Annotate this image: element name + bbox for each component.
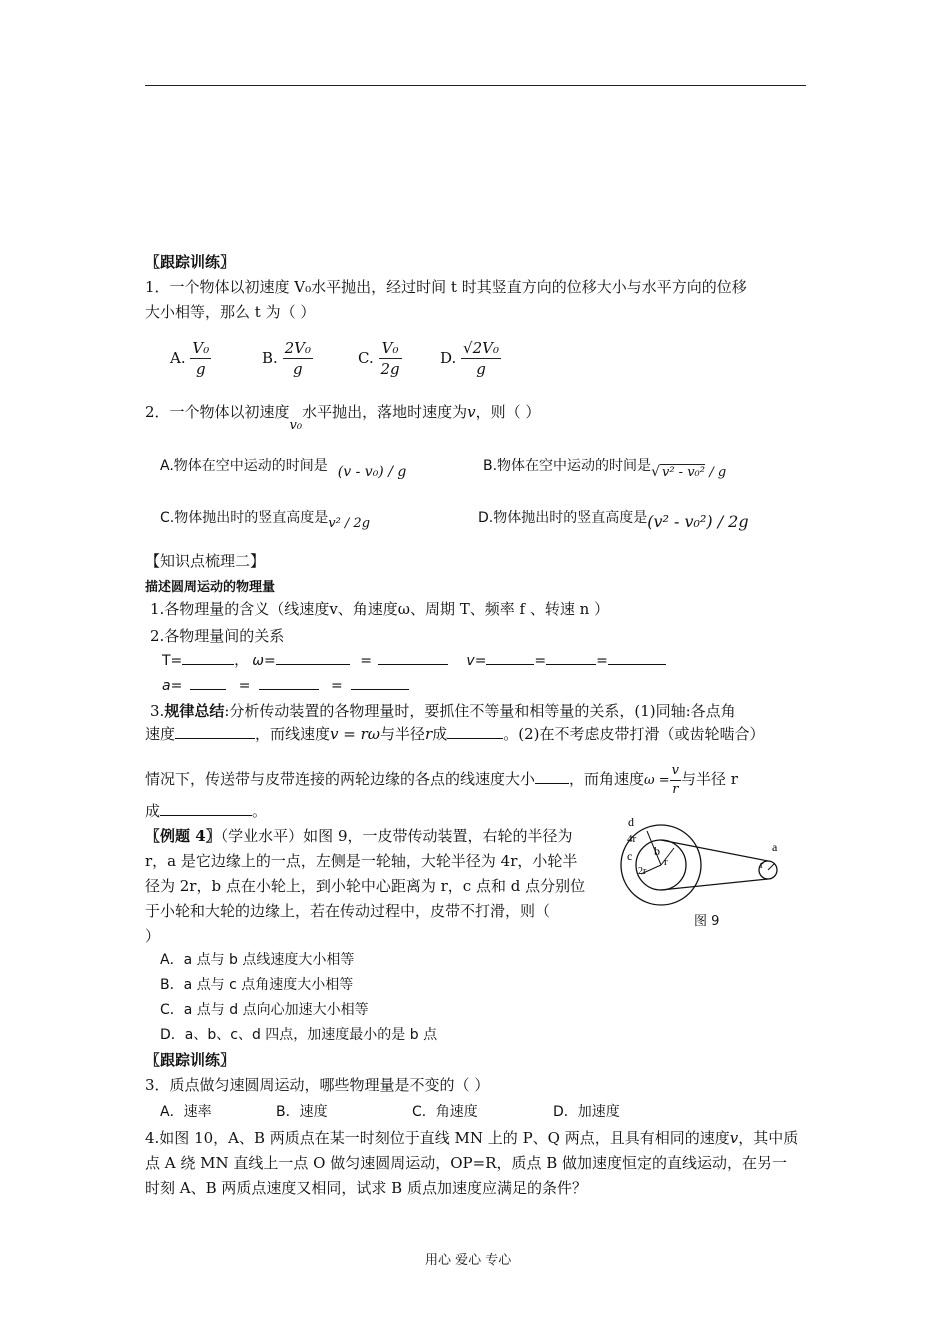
item3-line3: 情况下，传送带与皮带连接的两轮边缘的各点的线速度大小 ，而角速度ω = $\frac{v}{r}$ 与半径 r xyxy=(145,763,738,797)
q3-option-d: D．加速度 xyxy=(553,1104,620,1120)
relation-row-2: a= = = xyxy=(162,675,409,694)
q2-option-c: C.物体抛出时的竖直高度是v² / 2g xyxy=(160,510,371,531)
section-subtitle: 描述圆周运动的物理量 xyxy=(145,580,276,595)
q1-option-b: B. $\frac{\text{2V₀}}{g}$ xyxy=(262,339,311,379)
belt-top xyxy=(661,840,768,861)
q4-line1: 4.如图 10，A、B 两质点在某一时刻位于直线 MN 上的 P、Q 两点，且具有相同的速度v，其中质 xyxy=(145,1129,799,1147)
example4-line1: 〖例题 4〗（学业水平）如图 9，一皮带传动装置，右轮的半径为 xyxy=(145,827,573,845)
example4-option-c: C．a 点与 d 点向心加速大小相等 xyxy=(160,1002,369,1018)
example4-option-a: A．a 点与 b 点线速度大小相等 xyxy=(160,952,355,968)
page-footer: 用心 爱心 专心 xyxy=(425,1253,512,1268)
q4-line3: 时刻 A、B 两质点速度又相同，试求 B 质点加速度应满足的条件？ xyxy=(145,1179,587,1197)
item3-line4: 成 。 xyxy=(145,802,268,820)
label-c: c xyxy=(627,849,633,863)
item3-line1: 3.规律总结:分析传动装置的各物理量时，要抓住不等量和相等量的关系，(1)同轴:各点角 xyxy=(150,702,736,720)
q1-option-c: C. $\frac{\text{V₀}}{2g}$ xyxy=(358,339,400,379)
q3-stem: 3．质点做匀速圆周运动，哪些物理量是不变的（ ） xyxy=(145,1076,490,1094)
label-b: b xyxy=(654,844,660,858)
item3-line2: 速度 ，而线速度v = rω与半径r成 。(2)在不考虑皮带打滑（或齿轮啮合） xyxy=(145,725,765,743)
label-d: d xyxy=(628,815,634,829)
q3-option-a: A．速率 xyxy=(160,1104,212,1120)
figure-9-caption: 图 9 xyxy=(694,914,720,929)
relation-row-1: T= ， ω= = v= = = xyxy=(162,650,666,670)
q2-stem: 2．一个物体以初速度v₀水平抛出，落地时速度为v，则（ ） xyxy=(145,403,541,433)
q2-option-d: D.物体抛出时的竖直高度是(v² - v₀²) / 2g xyxy=(478,510,749,531)
section-title-tracking-1: 〖跟踪训练〗 xyxy=(145,253,236,271)
item1-meanings: 1.各物理量的含义（线速度v、角速度ω、周期 T、频率 f 、转速 n ） xyxy=(150,600,610,618)
q2-option-b: B.物体在空中运动的时间是√ v² - v₀² / g xyxy=(483,458,727,480)
label-2r: 2r xyxy=(638,866,647,877)
header-rule xyxy=(145,85,806,86)
label-4r: 4r xyxy=(627,833,637,845)
example4-option-b: B．a 点与 c 点角速度大小相等 xyxy=(160,977,354,993)
label-r-right: r xyxy=(760,860,764,871)
label-r: r xyxy=(664,856,668,868)
example4-line3: 径为 2r，b 点在小轮上，到小轮中心距离为 r，c 点和 d 点分别位 xyxy=(145,877,586,895)
q3-option-c: C．角速度 xyxy=(412,1104,478,1120)
section-title-knowledge-2: 【知识点梳理二】 xyxy=(145,552,266,570)
q3-option-b: B．速度 xyxy=(276,1104,328,1120)
q4-line2: 点 A 绕 MN 直线上一点 O 做匀速圆周运动，OP=R，质点 B 做加速度恒定的直线运动，在另一 xyxy=(145,1154,788,1172)
example4-line2: r，a 是它边缘上的一点，左侧是一轮轴，大轮半径为 4r，小轮半 xyxy=(145,852,578,870)
label-a: a xyxy=(772,840,778,854)
q1-line2: 大小相等，那么 t 为（ ） xyxy=(145,303,316,321)
q1-option-a: A. $\frac{\text{V₀}}{g}$ xyxy=(170,339,210,379)
example4-line4: 于小轮和大轮的边缘上，若在传动过程中，皮带不打滑，则（ xyxy=(145,902,551,920)
q2-option-a: A.物体在空中运动的时间是 (v - v₀) / g xyxy=(160,458,407,480)
example4-option-d: D．a、b、c、d 四点，加速度最小的是 b 点 xyxy=(160,1027,438,1043)
example4-line5: ） xyxy=(145,927,161,945)
item2-relations: 2.各物理量间的关系 xyxy=(150,627,285,645)
radius-r-a xyxy=(768,864,774,870)
section-title-tracking-2: 〖跟踪训练〗 xyxy=(145,1051,236,1069)
q1-option-d: D. $\frac{\text{√2V₀}}{g}$ xyxy=(440,339,499,379)
q1-line1: 1．一个物体以初速度 V₀水平抛出，经过时间 t 时其竖直方向的位移大小与水平方向的位移 xyxy=(145,278,747,296)
